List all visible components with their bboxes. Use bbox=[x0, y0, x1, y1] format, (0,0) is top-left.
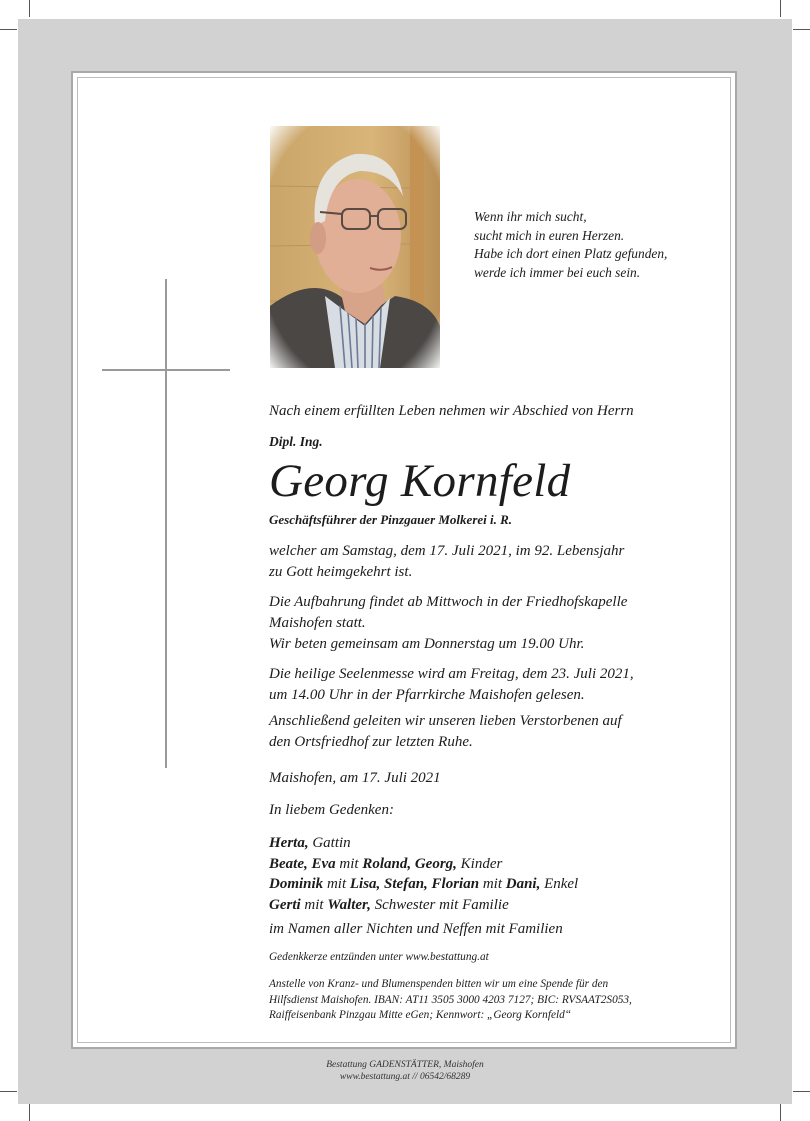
paragraph-burial bbox=[269, 711, 622, 753]
memory-heading: In liebem Gedenken: bbox=[269, 802, 394, 818]
poem-line: sucht mich in euren Herzen. bbox=[474, 227, 625, 243]
text-line: Wir beten gemeinsam am Donnerstag um 19.00 Uhr. bbox=[269, 636, 585, 652]
deceased-role: Geschäftsführer der Pinzgauer Molkerei i. R. bbox=[269, 512, 513, 527]
family-row bbox=[269, 854, 578, 875]
crop-mark bbox=[780, 1104, 781, 1121]
cross-horizontal bbox=[102, 369, 230, 371]
family-names: Dani, bbox=[505, 876, 541, 892]
crop-mark bbox=[0, 1091, 17, 1092]
crop-mark bbox=[793, 1091, 810, 1092]
family-relation: Enkel bbox=[544, 876, 579, 892]
family-names: Lisa, Stefan, Florian bbox=[349, 876, 480, 892]
family-row bbox=[269, 833, 578, 854]
family-row bbox=[269, 874, 578, 895]
family-names: Beate, Eva bbox=[269, 855, 336, 872]
paragraph-death bbox=[269, 541, 624, 583]
cross-vertical bbox=[165, 279, 167, 768]
family-relation: Gattin bbox=[312, 835, 351, 851]
family-names: Dominik bbox=[269, 876, 324, 892]
text-line: zu Gott heimgekehrt ist. bbox=[269, 564, 413, 580]
text-line: Hilfsdienst Maishofen. IBAN: AT11 3505 3000 4203 7127; BIC: RVSAAT2S053, bbox=[269, 993, 632, 1006]
crop-mark bbox=[780, 0, 781, 17]
candle-note: Gedenkkerze entzünden unter www.bestattung.at bbox=[269, 951, 489, 963]
text-line: Die heilige Seelenmesse wird am Freitag, dem 23. Juli 2021, bbox=[269, 666, 634, 682]
paragraph-mass bbox=[269, 664, 634, 706]
poem-line: werde ich immer bei euch sein. bbox=[474, 264, 641, 280]
family-names: Herta, bbox=[269, 835, 309, 851]
connector: mit bbox=[339, 855, 359, 872]
academic-title: Dipl. Ing. bbox=[269, 434, 323, 449]
place-date: Maishofen, am 17. Juli 2021 bbox=[269, 770, 441, 786]
text-line: Raiffeisenbank Pinzgau Mitte eGen; Kennwort: „Georg Kornfeld“ bbox=[269, 1009, 572, 1021]
text-line: um 14.00 Uhr in der Pfarrkirche Maishofen gelesen. bbox=[269, 687, 585, 703]
text-line: Anstelle von Kranz- und Blumenspenden bitten wir um eine Spende für den bbox=[269, 978, 609, 990]
crop-mark bbox=[0, 29, 17, 30]
deceased-name: Georg Kornfeld bbox=[269, 455, 571, 507]
family-row bbox=[269, 895, 578, 916]
footer-line: www.bestattung.at // 06542/68289 bbox=[339, 1072, 471, 1082]
connector: mit bbox=[326, 876, 347, 892]
family-list bbox=[269, 833, 578, 915]
portrait-photo bbox=[270, 126, 440, 368]
family-relation: Kinder bbox=[460, 855, 503, 872]
family-names: Walter, bbox=[327, 896, 371, 913]
footer-line: Bestattung GADENSTÄTTER, Maishofen bbox=[326, 1060, 484, 1070]
connector: mit bbox=[482, 876, 502, 892]
crop-mark bbox=[29, 1104, 30, 1121]
donation-note bbox=[269, 977, 632, 1024]
text-line: Die Aufbahrung findet ab Mittwoch in der Friedhofskapelle bbox=[269, 594, 628, 610]
paragraph-viewing bbox=[269, 592, 627, 655]
relatives-line: im Namen aller Nichten und Neffen mit Familien bbox=[269, 921, 563, 937]
family-names: Roland, Georg, bbox=[362, 855, 457, 872]
crop-mark bbox=[29, 0, 30, 17]
text-line: Anschließend geleiten wir unseren lieben Verstorbenen auf bbox=[269, 713, 622, 729]
family-names: Gerti bbox=[269, 896, 301, 913]
intro-text: Nach einem erfüllten Leben nehmen wir Abschied von Herrn bbox=[269, 403, 634, 419]
family-relation: Schwester mit Familie bbox=[374, 896, 509, 913]
poem bbox=[474, 208, 667, 282]
text-line: Maishofen statt. bbox=[269, 615, 366, 631]
poem-line: Habe ich dort einen Platz gefunden, bbox=[474, 246, 668, 261]
connector: mit bbox=[304, 896, 324, 913]
poem-line: Wenn ihr mich sucht, bbox=[474, 209, 587, 224]
text-line: welcher am Samstag, dem 17. Juli 2021, im 92. Lebensjahr bbox=[269, 543, 625, 559]
text-line: den Ortsfriedhof zur letzten Ruhe. bbox=[269, 734, 473, 750]
crop-mark bbox=[793, 29, 810, 30]
